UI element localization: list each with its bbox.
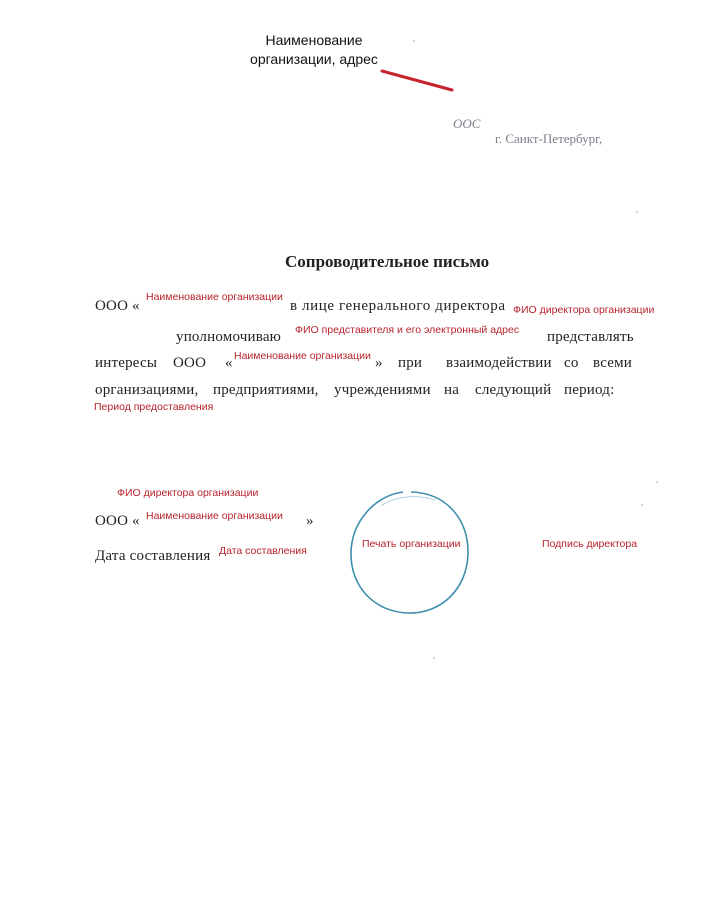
placeholder-org-name-1: Наименование организации bbox=[146, 291, 283, 303]
line4-word-4: на bbox=[444, 382, 460, 398]
header-org-fragment: ООС bbox=[453, 116, 481, 131]
line4-word-6: период: bbox=[564, 382, 615, 398]
stamp-circle bbox=[347, 488, 471, 618]
annotation-arrow-line bbox=[378, 66, 458, 96]
header-city: г. Санкт-Петербург, bbox=[495, 131, 603, 146]
line1-text: в лице генерального директора bbox=[290, 298, 506, 314]
scan-speck bbox=[656, 481, 658, 483]
annotation-line-2: организации, адрес bbox=[250, 51, 378, 67]
line3-word-1: при bbox=[398, 355, 423, 371]
letter-title: Сопроводительное письмо bbox=[285, 252, 490, 271]
line4-word-2: предприятиями, bbox=[213, 382, 319, 398]
line4-word-5: следующий bbox=[475, 382, 552, 398]
date-label: Дата составления bbox=[95, 548, 211, 564]
placeholder-org-name-3: Наименование организации bbox=[146, 510, 283, 522]
annotation-org-address bbox=[249, 31, 379, 69]
line3-word-3: со bbox=[564, 355, 579, 371]
placeholder-date: Дата составления bbox=[219, 545, 307, 557]
annotation-line-1: Наименование bbox=[265, 32, 363, 48]
placeholder-stamp: Печать организации bbox=[362, 538, 461, 550]
placeholder-period: Период предоставления bbox=[94, 401, 214, 413]
placeholder-org-name-2: Наименование организации bbox=[234, 350, 371, 362]
line3-quote-close: » bbox=[375, 355, 383, 371]
sign-close-quote: » bbox=[306, 513, 314, 529]
line3-word-4: всеми bbox=[593, 355, 633, 371]
sign-ooo: ООО « bbox=[95, 513, 140, 529]
line2-end: представлять bbox=[547, 329, 634, 345]
line2-text: уполномочиваю bbox=[176, 329, 282, 345]
placeholder-director-fio-2: ФИО директора организации bbox=[117, 487, 259, 499]
placeholder-director-fio-1: ФИО директора организации bbox=[513, 304, 655, 316]
placeholder-representative: ФИО представителя и его электронный адрес bbox=[295, 324, 520, 336]
scan-speck bbox=[433, 657, 435, 659]
line3-quote-open: « bbox=[225, 355, 233, 371]
line4-word-1: организациями, bbox=[95, 382, 199, 398]
line4-word-3: учреждениями bbox=[334, 382, 431, 398]
line3-start: интересы bbox=[95, 355, 158, 371]
line3-word-2: взаимодействии bbox=[446, 355, 552, 371]
scan-speck bbox=[641, 504, 643, 506]
line1-ooo: ООО « bbox=[95, 298, 140, 314]
scan-speck bbox=[636, 211, 638, 213]
placeholder-signature: Подпись директора bbox=[542, 538, 638, 550]
line3-ooo: ООО bbox=[173, 355, 207, 371]
scan-speck bbox=[413, 40, 415, 42]
